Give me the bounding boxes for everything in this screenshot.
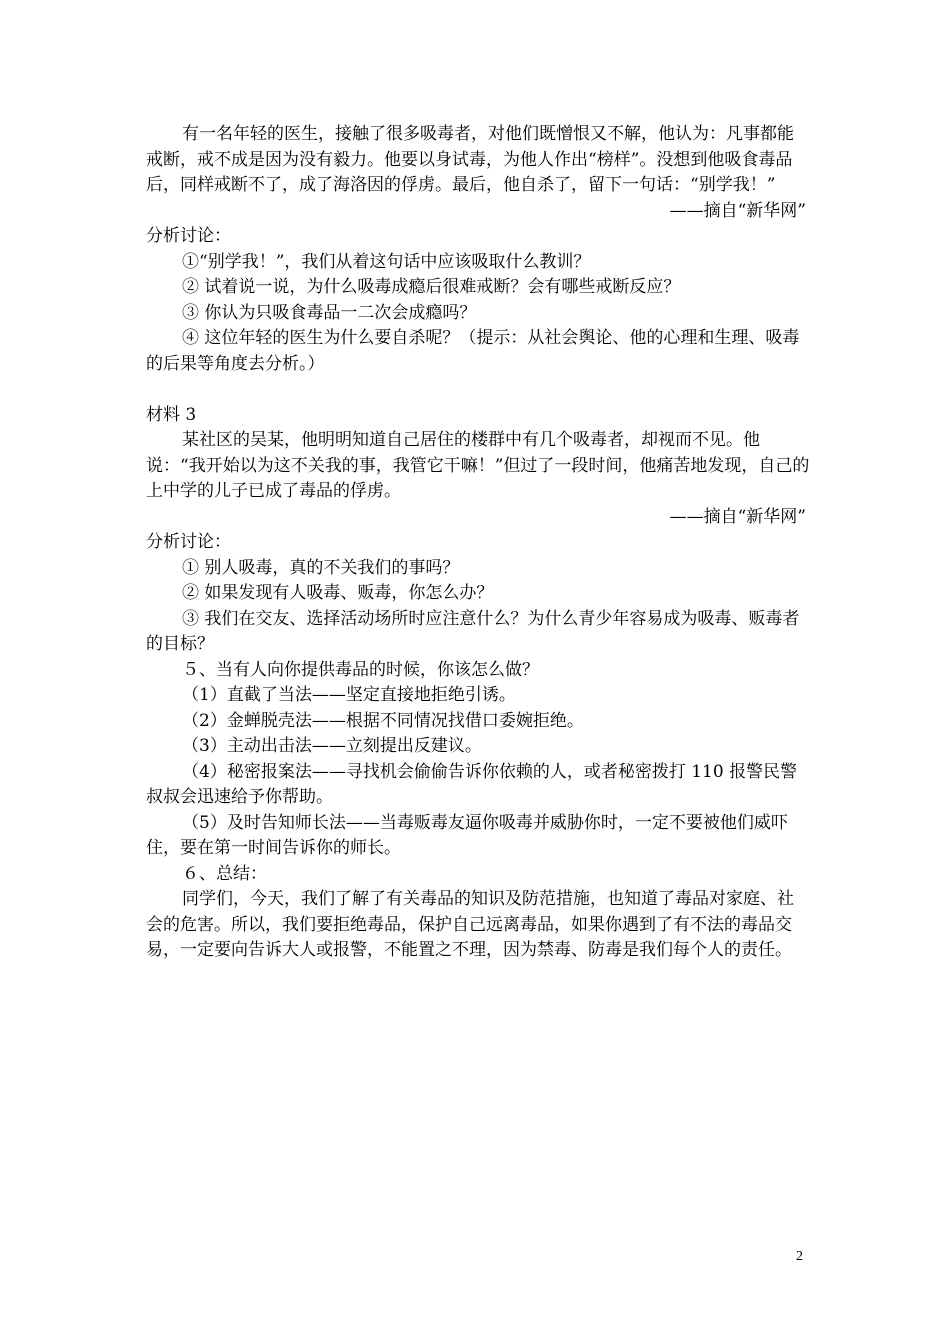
method-item: （3）主动出击法——立刻提出反建议。 (182, 736, 482, 756)
discussion-question: ④ 这位年轻的医生为什么要自杀呢？（提示：从社会舆论、他的心理和生理、吸毒的后果等角度去分析。） (146, 328, 800, 374)
summary-paragraph: 同学们，今天，我们了解了有关毒品的知识及防范措施，也知道了毒品对家庭、社会的危害。所以，我们要拒绝毒品，保护自己远离毒品，如果你遇到了有不法的毒品交易，一定要向告诉大人或报警，不能置之不理，因为禁毒、防毒是我们每个人的责任。 (146, 889, 794, 960)
source-citation: ——摘自“新华网” (669, 200, 806, 221)
discussion-question: ② 如果发现有人吸毒、贩毒，你怎么办？ (182, 583, 494, 603)
method-item: （5）及时告知师长法——当毒贩毒友逼你吸毒并威胁你时，一定不要被他们威吓住，要在第一时间告诉你的师长。 (146, 812, 788, 858)
discussion-label: 分析讨论： (146, 226, 231, 246)
blank-line (146, 377, 810, 403)
discussion-question: ③ 你认为只吸食毒品一二次会成瘾吗？ (182, 302, 477, 323)
story-paragraph: 有一名年轻的医生，接触了很多吸毒者，对他们既憎恨又不解，他认为：凡事都能戒断，戒不成是因为没有毅力。他要以身试毒，为他人作出“榜样”。没想到他吸食毒品后，同样戒断不了，成了海洛因的俘虏。最后，他自杀了，留下一句话：“别学我！” (146, 124, 794, 195)
section-title: ６、总结： (182, 863, 267, 884)
method-item: （2）金蝉脱壳法——根据不同情况找借口委婉拒绝。 (182, 710, 584, 731)
source-citation: ——摘自“新华网” (669, 506, 806, 527)
discussion-question: ①“别学我！”，我们从着这句话中应该吸取什么教训？ (182, 251, 591, 272)
method-item: （4）秘密报案法——寻找机会偷偷告诉你依赖的人，或者秘密拨打 110 报警民警叔叔会迅速给予你帮助。 (146, 761, 798, 807)
material-heading: 材料 3 (146, 404, 197, 425)
discussion-question: ① 别人吸毒，真的不关我们的事吗？ (182, 557, 460, 578)
section-title: ５、当有人向你提供毒品的时候，你该怎么做？ (182, 659, 539, 680)
discussion-question: ② 试着说一说，为什么吸毒成瘾后很难戒断？会有哪些戒断反应？ (182, 277, 681, 297)
method-item: （1）直截了当法——坚定直接地拒绝引诱。 (182, 685, 516, 705)
material-paragraph: 某社区的吴某，他明明知道自己居住的楼群中有几个吸毒者，却视而不见。他说：“我开始以为这不关我的事，我管它干嘛！”但过了一段时间，他痛苦地发现，自己的上中学的儿子已成了毒品的俘虏。 (146, 430, 810, 501)
discussion-label: 分析讨论： (146, 532, 231, 552)
page-number: 2 (796, 1249, 803, 1264)
discussion-question: ③ 我们在交友、选择活动场所时应注意什么？为什么青少年容易成为吸毒、贩毒者的目标？ (146, 608, 800, 654)
document-page (146, 122, 810, 964)
